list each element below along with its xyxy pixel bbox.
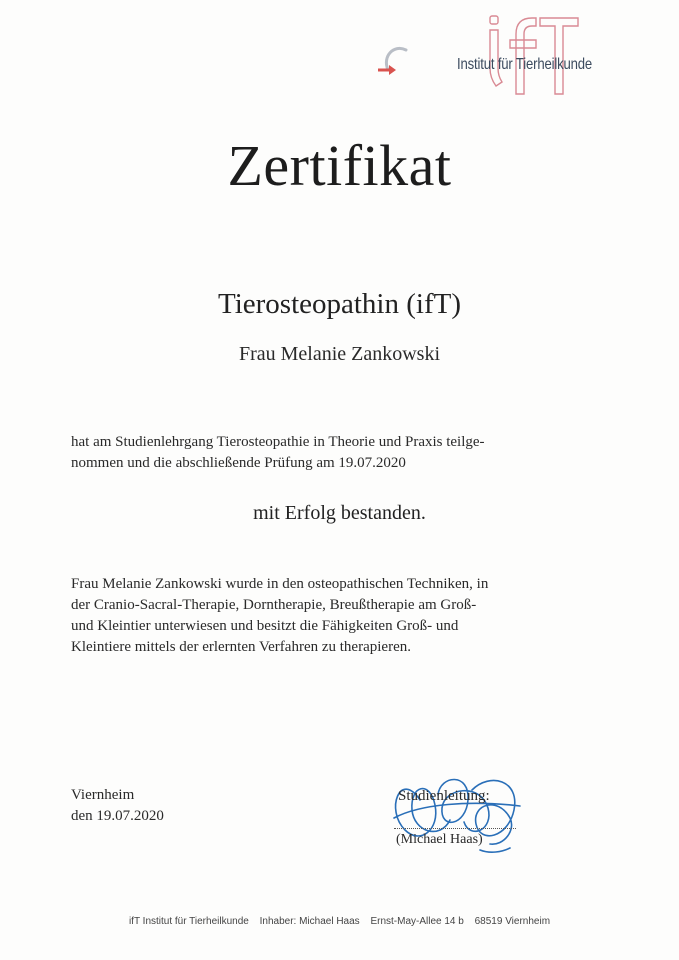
certificate-title: Zertifikat — [227, 133, 452, 198]
paragraph-line: nommen und die abschließende Prüfung am 19.07.2020 — [71, 455, 406, 471]
footer-item: Ernst-May-Allee 14 b — [370, 916, 464, 927]
institute-logo — [350, 8, 650, 106]
institute-name: Institut für Tierheilkunde — [457, 56, 593, 73]
paragraph-line: Frau Melanie Zankowski wurde in den osteopathischen Techniken, in — [71, 576, 489, 592]
paragraph-line: der Cranio-Sacral-Therapie, Dorntherapie, Breußtherapie am Groß- — [71, 597, 477, 613]
signatory-name: (Michael Haas) — [396, 832, 483, 847]
paragraph-line: und Kleintier unterwiesen und besitzt die Fähigkeiten Groß- und — [71, 618, 459, 634]
signature-label: Studienleitung: — [398, 788, 490, 804]
paragraph-line: hat am Studienlehrgang Tierosteopathie in Theorie und Praxis teilge- — [71, 434, 485, 450]
signature-block — [380, 760, 540, 860]
footer-item: ifT Institut für Tierheilkunde — [128, 916, 249, 927]
qualification-title: Tierosteopathin (ifT) — [218, 288, 461, 320]
place-and-date — [71, 785, 164, 827]
signature-line — [394, 828, 516, 829]
participation-paragraph — [71, 432, 611, 474]
footer-item: 68519 Viernheim — [474, 916, 551, 927]
recipient-name: Frau Melanie Zankowski — [238, 343, 441, 365]
paragraph-line: Kleintiere mittels der erlernten Verfahren zu therapieren. — [71, 639, 411, 655]
issue-date: den 19.07.2020 — [71, 808, 164, 824]
footer — [0, 916, 679, 927]
footer-item: Inhaber: Michael Haas — [259, 916, 360, 927]
place: Viernheim — [71, 787, 135, 803]
skills-paragraph — [71, 574, 611, 658]
exam-result: mit Erfolg bestanden. — [253, 502, 426, 524]
